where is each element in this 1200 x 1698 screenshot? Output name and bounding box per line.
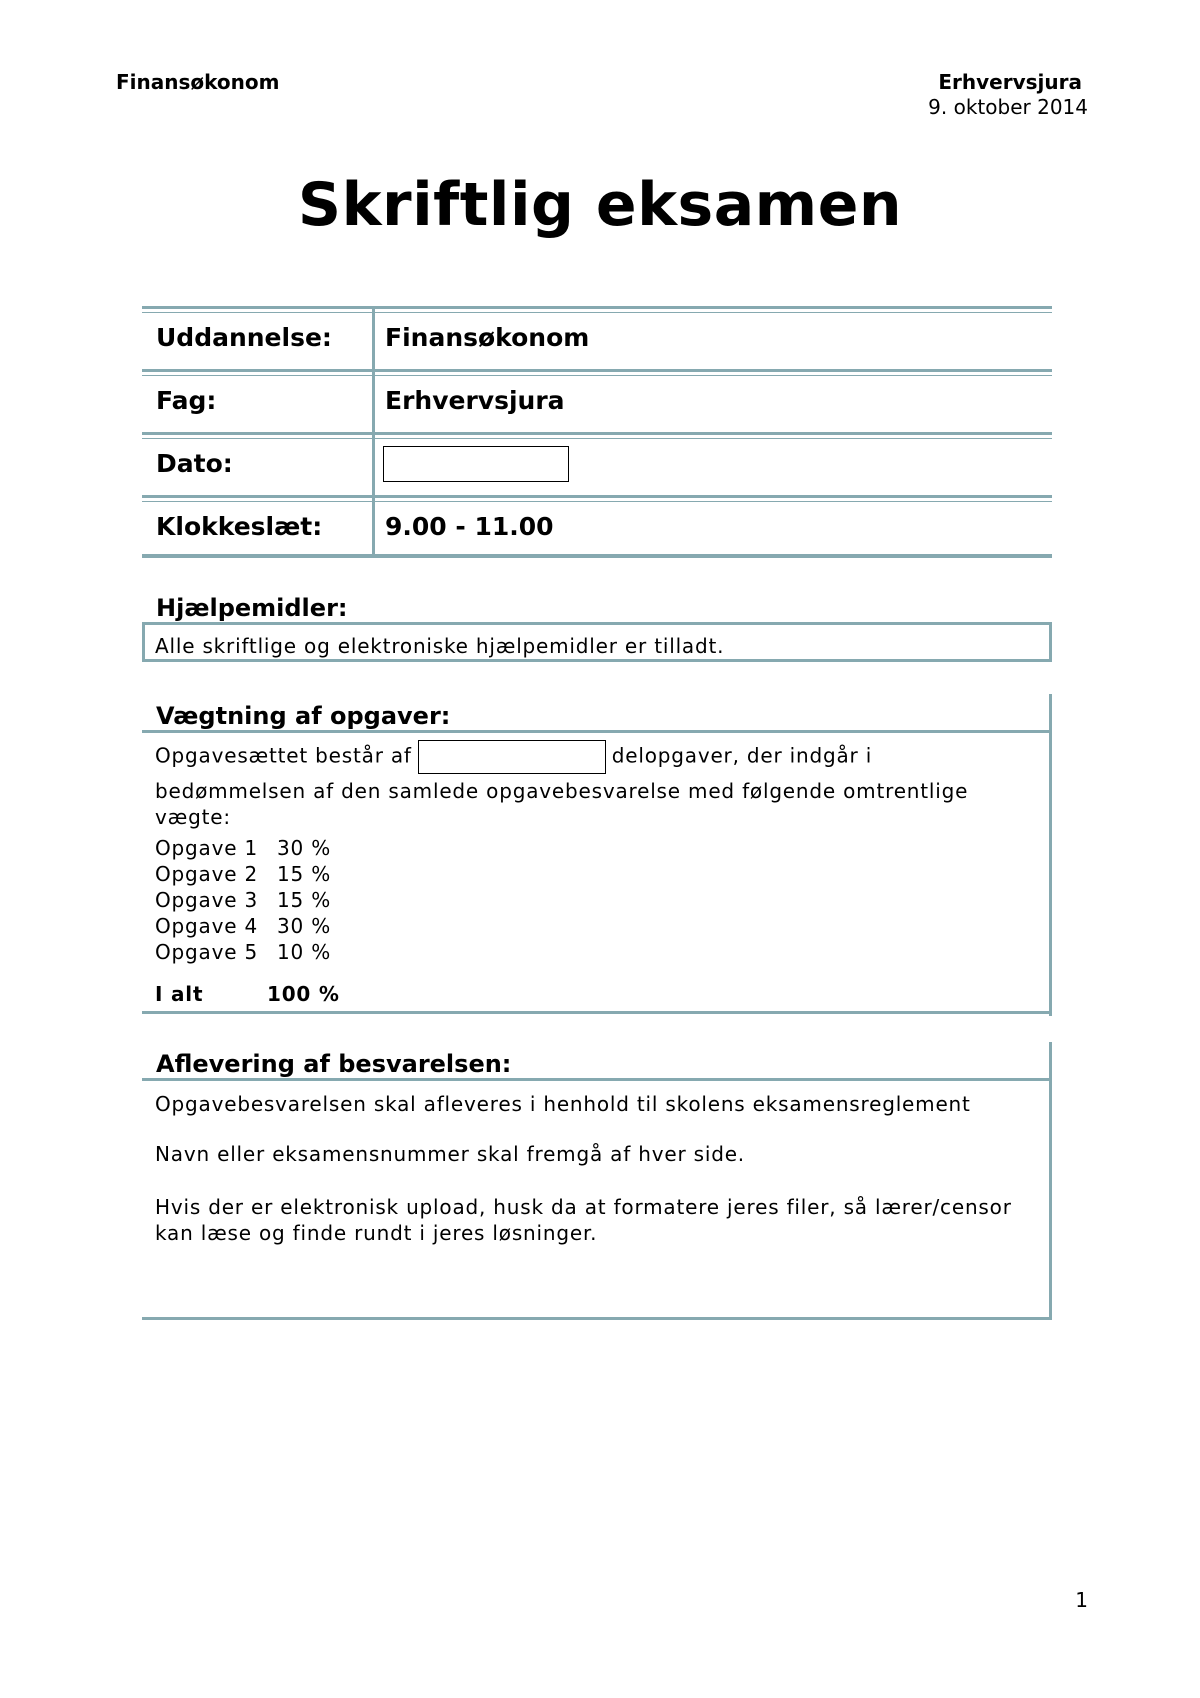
info-label: Fag: bbox=[156, 386, 217, 415]
info-label: Klokkeslæt: bbox=[156, 512, 323, 541]
weights-table bbox=[155, 836, 340, 1008]
info-row-klokkeslaet bbox=[142, 495, 1052, 558]
aflevering-right-border bbox=[1049, 1042, 1052, 1320]
aflevering-top-line bbox=[142, 1078, 1052, 1081]
hjaelpemidler-title: Hjælpemidler: bbox=[156, 594, 348, 622]
header-date: 9. oktober 2014 bbox=[928, 95, 1088, 119]
aflevering-p3: Hvis der er elektronisk upload, husk da at formatere jeres filer, så lærer/censor kan læse og finde rundt i jeres løsninger. bbox=[155, 1195, 1012, 1245]
weight-row: Opgave 5 10 % bbox=[155, 940, 332, 964]
header-subject: Erhvervsjura bbox=[938, 70, 1082, 94]
header-right bbox=[928, 70, 1088, 120]
weight-row: Opgave 4 30 % bbox=[155, 914, 332, 938]
aflevering-bottom-line bbox=[142, 1317, 1052, 1320]
aflevering-p2: Navn eller eksamensnummer skal fremgå af hver side. bbox=[155, 1142, 745, 1166]
date-field[interactable] bbox=[383, 446, 569, 482]
vaegtning-title: Vægtning af opgaver: bbox=[156, 702, 451, 730]
weight-row: Opgave 1 30 % bbox=[155, 836, 332, 860]
aflevering-title: Aflevering af besvarelsen: bbox=[156, 1050, 512, 1078]
page-number: 1 bbox=[1075, 1588, 1088, 1612]
info-value: 9.00 - 11.00 bbox=[385, 512, 554, 541]
vaegtning-intro-before: Opgavesættet består af bbox=[155, 743, 412, 768]
weight-total-row: I alt 100 % bbox=[155, 982, 340, 1006]
aflevering-p1: Opgavebesvarelsen skal afleveres i henhold til skolens eksamensreglement bbox=[155, 1092, 971, 1116]
task-count-field[interactable] bbox=[418, 740, 606, 774]
info-row-fag bbox=[142, 369, 1052, 432]
info-row-dato bbox=[142, 432, 1052, 495]
page-title: Skriftlig eksamen bbox=[297, 170, 903, 240]
vaegtning-intro bbox=[155, 740, 1035, 774]
hjaelpemidler-text: Alle skriftlige og elektroniske hjælpemidler er tilladt. bbox=[155, 634, 725, 658]
info-value: Finansøkonom bbox=[385, 323, 590, 352]
weight-row: Opgave 3 15 % bbox=[155, 888, 332, 912]
vaegtning-right-border bbox=[1049, 694, 1052, 1016]
vaegtning-intro-line2: bedømmelsen af den samlede opgavebesvarelse med følgende omtrentlige vægte: bbox=[155, 779, 969, 829]
info-value: Erhvervsjura bbox=[385, 386, 565, 415]
vaegtning-top-line bbox=[142, 730, 1052, 733]
info-label: Uddannelse: bbox=[156, 323, 332, 352]
vaegtning-intro-after: delopgaver, der indgår i bbox=[611, 743, 873, 768]
weight-row: Opgave 2 15 % bbox=[155, 862, 332, 886]
vaegtning-bottom-line bbox=[142, 1011, 1052, 1014]
info-row-uddannelse bbox=[142, 306, 1052, 369]
header-left: Finansøkonom bbox=[116, 70, 280, 94]
info-table bbox=[142, 306, 1052, 558]
info-label: Dato: bbox=[156, 449, 233, 478]
